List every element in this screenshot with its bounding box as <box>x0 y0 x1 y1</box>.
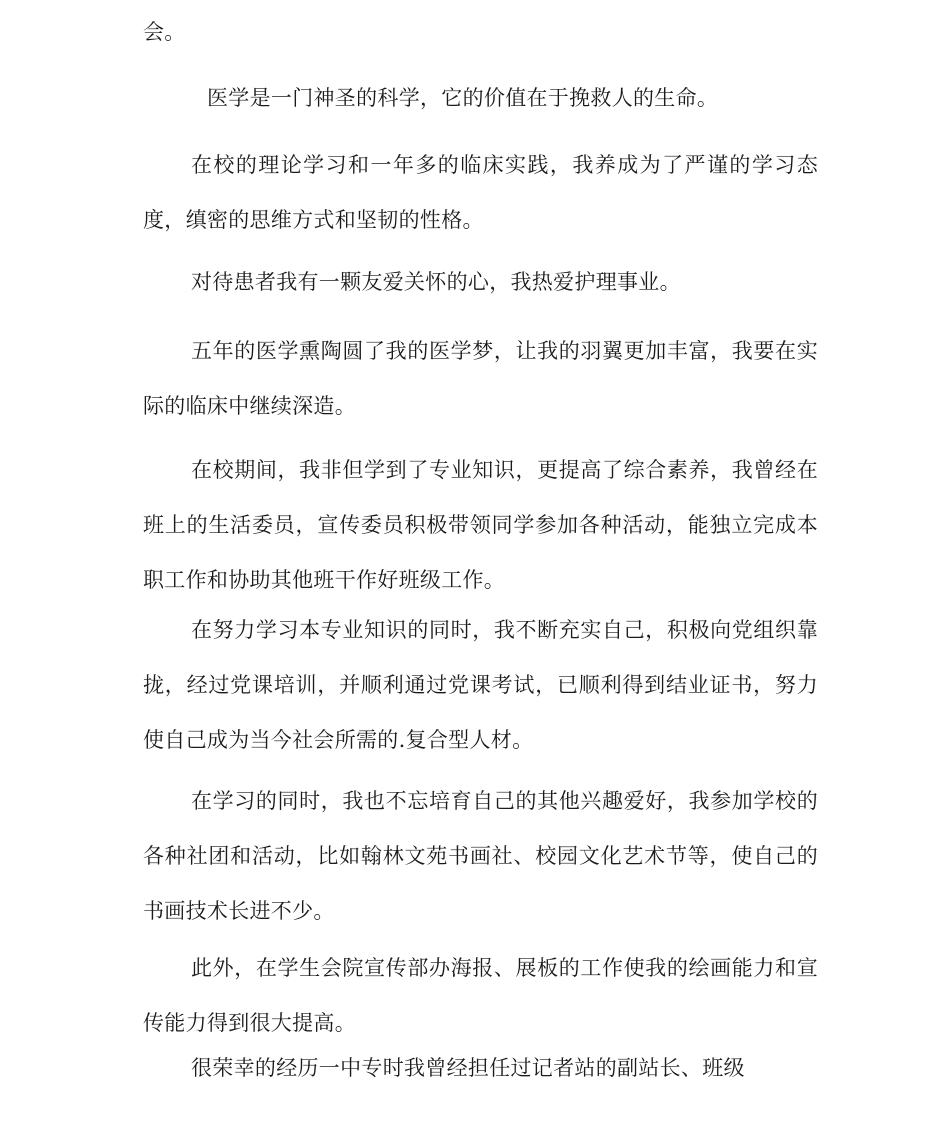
paragraph-7: 在学习的同时，我也不忘培育自己的其他兴趣爱好，我参加学校的各种社团和活动，比如翰林文苑书画社、校园文化艺术节等，使自己的书画技术长进不少。 <box>143 789 818 923</box>
paragraph-continuation: 会。 <box>143 20 186 44</box>
paragraph-9: 很荣幸的经历一中专时我曾经担任过记者站的副站长、班级 <box>191 1056 745 1080</box>
paragraph-3: 对待患者我有一颗友爱关怀的心，我热爱护理事业。 <box>191 270 681 294</box>
paragraph-1: 医学是一门神圣的科学，它的价值在于挽救人的生命。 <box>207 86 719 110</box>
paragraph-4: 五年的医学熏陶圆了我的医学梦，让我的羽翼更加丰富，我要在实际的临床中继续深造。 <box>143 339 818 418</box>
paragraph-5: 在校期间，我非但学到了专业知识，更提高了综合素养，我曾经在班上的生活委员，宣传委员积极带领同学参加各种活动，能独立完成本职工作和协助其他班干作好班级工作。 <box>143 458 818 592</box>
paragraph-6: 在努力学习本专业知识的同时，我不断充实自己，积极向党组织靠拢，经过党课培训，并顺利通过党课考试，已顺利得到结业证书，努力使自己成为当今社会所需的.复合型人材。 <box>143 618 818 752</box>
paragraph-8: 此外，在学生会院宣传部办海报、展板的工作使我的绘画能力和宣传能力得到很大提高。 <box>143 956 818 1035</box>
paragraph-2: 在校的理论学习和一年多的临床实践，我养成为了严谨的学习态度，缜密的思维方式和坚韧的性格。 <box>143 153 818 232</box>
